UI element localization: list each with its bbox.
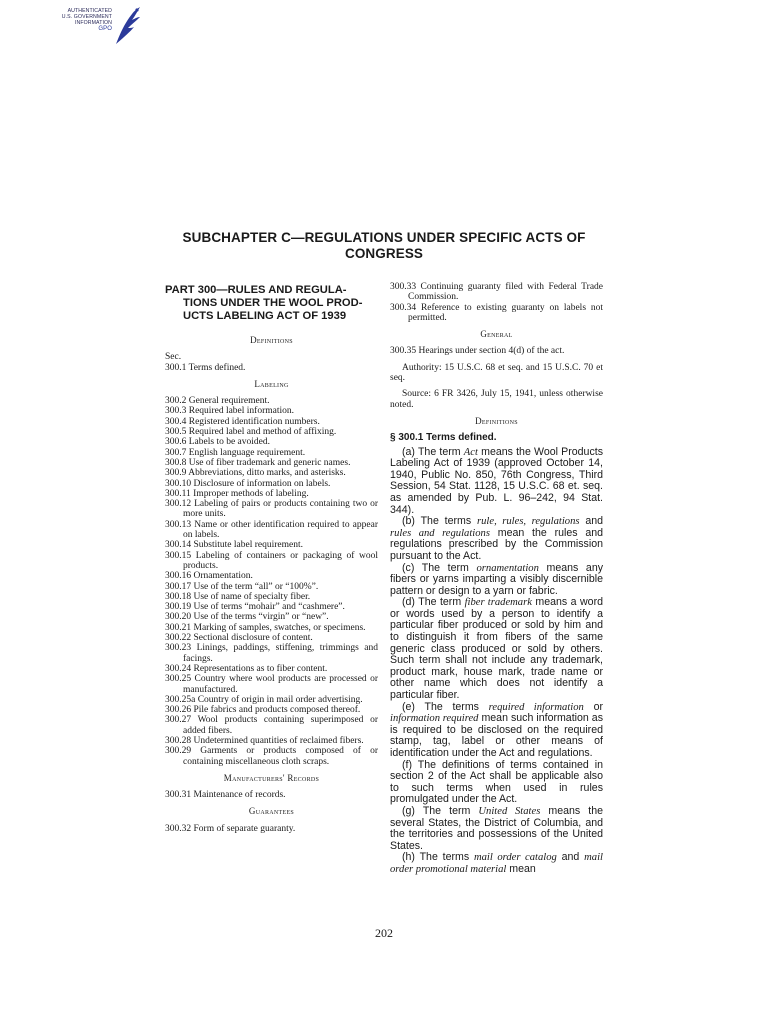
gpo-logo-text [58, 8, 112, 32]
toc-entry: 300.24 Representations as to fiber content. [165, 663, 328, 674]
toc-entry: 300.15 Labeling of containers or packaging of wool products. [165, 550, 378, 571]
heading-guarantees: Guarantees [248, 806, 295, 817]
section-300-1-body [390, 447, 603, 876]
paragraph-h: (h) The terms mail order catalog and mail order promotional material mean [390, 851, 603, 875]
toc-definitions-list [165, 363, 378, 373]
toc-entry: 300.27 Wool products containing superimposed or added fibers. [165, 715, 378, 736]
page-number: 202 [375, 926, 393, 940]
heading-labeling: Labeling [254, 378, 289, 389]
logo-line-3: INFORMATION [74, 20, 112, 26]
eagle-icon [110, 4, 142, 48]
toc-entry: 300.6 Labels to be avoided. [165, 437, 271, 448]
part-title [165, 284, 378, 323]
toc-entry: 300.9 Abbreviations, ditto marks, and asterisks. [165, 468, 346, 479]
toc-guarantees-left-list [165, 824, 378, 834]
toc-entry: 300.14 Substitute label requirement. [165, 540, 303, 551]
toc-entry: 300.19 Use of terms “mohair” and “cashmere”. [165, 602, 345, 613]
authority-note: Authority: 15 U.S.C. 68 et seq. and 15 U.S.C. 70 et seq. [390, 362, 603, 384]
toc-entry: 300.12 Labeling of pairs or products containing two or more units. [165, 499, 378, 520]
toc-general-list [390, 346, 603, 356]
left-column [165, 284, 378, 834]
toc-entry: 300.29 Garments or products composed of or containing miscellaneous cloth scraps. [165, 746, 378, 767]
logo-line-4: GPO [98, 26, 112, 32]
toc-entry: 300.7 English language requirement. [165, 447, 306, 458]
part-title-line-2: TIONS UNDER THE WOOL PROD- [183, 297, 363, 309]
toc-labeling-list [165, 396, 378, 767]
toc-entry: 300.26 Pile fabrics and products composed thereof. [165, 705, 361, 716]
heading-general: General [480, 329, 513, 340]
toc-entry: 300.21 Marking of samples, swatches, or specimens. [165, 622, 366, 633]
paragraph-g: (g) The term United States means the several States, the District of Columbia, and the territories and possessions of the United States. [390, 804, 603, 852]
gpo-authentication-logo [58, 4, 142, 48]
toc-entry: 300.35 Hearings under section 4(d) of the act. [390, 346, 565, 357]
toc-entry: 300.28 Undetermined quantities of reclaimed fibers. [165, 735, 364, 746]
sec-label: Sec. [165, 352, 182, 363]
toc-entry: 300.2 General requirement. [165, 396, 270, 407]
toc-entry: 300.34 Reference to existing guaranty on labels not permitted. [390, 302, 603, 323]
source-note: Source: 6 FR 3426, July 15, 1941, unless otherwise noted. [390, 389, 603, 410]
toc-entry: 300.13 Name or other identification required to appear on labels. [165, 519, 378, 541]
logo-line-1: AUTHENTICATED [67, 8, 112, 14]
toc-entry: 300.25 Country where wool products are processed or manufactured. [165, 674, 378, 695]
toc-entry: 300.1 Terms defined. [165, 362, 246, 373]
toc-entry: 300.4 Registered identification numbers. [165, 416, 320, 427]
toc-entry: 300.17 Use of the term “all” or “100%”. [165, 581, 319, 592]
toc-entry: 300.5 Required label and method of affixing. [165, 427, 337, 438]
logo-line-2: U.S. GOVERNMENT [61, 14, 112, 20]
toc-entry: 300.33 Continuing guaranty filed with Federal Trade Commission. [390, 282, 603, 303]
heading-manufacturers-records: Manufacturers' Records [223, 772, 320, 783]
toc-entry: 300.23 Linings, paddings, stiffening, trimmings and facings. [165, 643, 378, 664]
paragraph-e: (e) The terms required information or information required mean such information as is required to be disclosed on the required stamp, tag, label or other means of identification under the Act and regulations. [390, 700, 603, 759]
toc-entry: 300.18 Use of name of specialty fiber. [165, 591, 311, 602]
paragraph-b: (b) The terms rule, rules, regulations and rules and regulations mean the rules and regulations prescribed by the Commission pursuant to the Act. [390, 515, 604, 562]
part-title-line-3: UCTS LABELING ACT OF 1939 [183, 310, 347, 322]
toc-entry: 300.10 Disclosure of information on labels. [165, 478, 331, 489]
toc-entry: 300.11 Improper methods of labeling. [165, 488, 309, 499]
toc-entry: 300.32 Form of separate guaranty. [165, 823, 296, 834]
section-300-1-heading: § 300.1 Terms defined. [390, 432, 497, 444]
toc-entry: 300.8 Use of fiber trademark and generic names. [165, 457, 351, 468]
heading-definitions-right: Definitions [475, 415, 518, 426]
toc-manufacturers-list [165, 790, 378, 800]
subchapter-title: SUBCHAPTER C—REGULATIONS UNDER SPECIFIC ACTS OF CONGRESS [182, 230, 586, 261]
paragraph-a: (a) The term Act means the Wool Products Labeling Act of 1939 (approved October 14, 1940, Public No. 850, 76th Congress, Third Session, 54 Stat. 1128, 15 U.S.C. 68 et. seq. as amended by Pub. L. 96–242, 94 Stat. 344). [390, 445, 603, 516]
paragraph-d: (d) The term fiber trademark means a word or words used by a person to identify a particular fiber produced or sold by him and to distinguish it from fibers of the same generic class produced or sold by others. Such term shall not include any trademark, product mark, house mark, trade name or other name which does not identify a particular fiber. [390, 596, 603, 702]
heading-definitions: Definitions [250, 335, 293, 345]
paragraph-f: (f) The definitions of terms contained in section 2 of the Act shall be applicable also to such terms when used in rules promulgated under the Act. [390, 758, 603, 806]
toc-entry: 300.20 Use of the terms “virgin” or “new”. [165, 612, 329, 623]
toc-entry: 300.16 Ornamentation. [165, 571, 253, 582]
toc-guarantees-right-list [390, 282, 603, 323]
part-title-line-1: PART 300—RULES AND REGULA- [165, 284, 347, 296]
right-column [390, 282, 603, 876]
toc-entry: 300.22 Sectional disclosure of content. [165, 633, 313, 644]
toc-entry: 300.31 Maintenance of records. [165, 790, 286, 801]
toc-entry: 300.3 Required label information. [165, 406, 295, 417]
paragraph-c: (c) The term ornamentation means any fibers or yarns imparting a visibly discernible pattern or design to a yarn or fabric. [390, 561, 604, 597]
toc-entry: 300.25a Country of origin in mail order advertising. [165, 694, 363, 705]
